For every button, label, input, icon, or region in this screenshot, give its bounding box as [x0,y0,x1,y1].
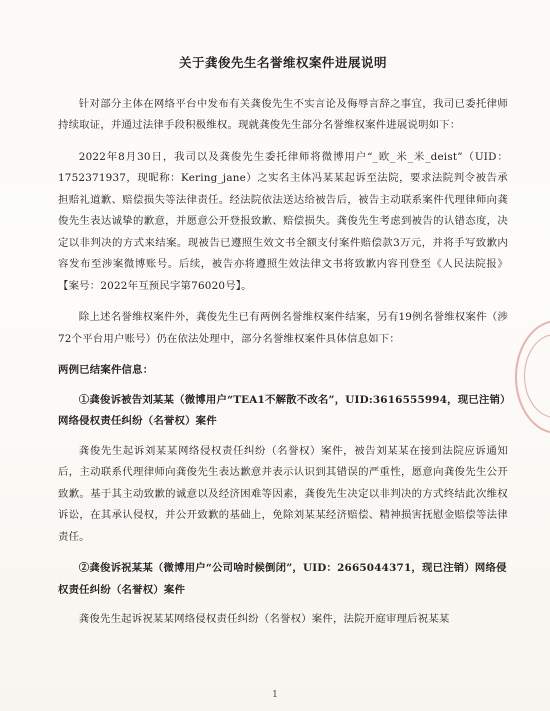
intro-paragraph: 针对部分主体在网络平台中发布有关龚俊先生不实言论及侮辱言辞之事宜，我司已委托律师持续取证，并通过法律手段积极维权。现就龚俊先生部分名誉维权案件进展说明如下： [58,97,508,131]
summary-paragraph: 除上述名誉维权案件外，龚俊先生已有两例名誉维权案件结案，另有19例名誉维权案件（涉72个平台用户账号）仍在依法处理中，部分名誉维权案件具体信息如下： [58,311,508,345]
case2-paragraph: 龚俊先生起诉祝某某网络侵权责任纠纷（名誉权）案件，法院开庭审理后祝某某 [78,613,450,625]
case1-heading: ①龚俊诉被告刘某某（微博用户“TEA1不解散不改名”，UID:3616555994，现已注销）网络侵权责任纠纷（名誉权）案件 [58,393,506,427]
document-title: 关于龚俊先生名誉维权案件进展说明 [178,55,387,70]
document-body [58,52,508,641]
main-case-paragraph: 2022年8月30日，我司以及龚俊先生委托律师将微博用户“_欧_米_米_deist”（UID：1752371937，现昵称：Kering_jane）之实名主体冯某某起诉至法院，要求法院判令被告承担赔礼道歉、赔偿损失等法律责任。经法院依法送达给被告后，被告主动联系案件代理律师向龚俊先生表达诚挚的歉意，并愿意公开登报致歉、赔偿损失。龚俊先生考虑到被告的认错态度，决定以非判决的方式来结案。现被告已遵照生效文书全额支付案件赔偿款3万元，并将手写致歉内容发布至涉案微博账号。后续，被告亦将遵照生效法律文书将致歉内容刊登至《人民法院报》【案号：2022年互预民字第76020号】。 [58,150,508,292]
page-number: 1 [272,690,278,700]
case1-paragraph: 龚俊先生起诉刘某某网络侵权责任纠纷（名誉权）案件，被告刘某某在接到法院应诉通知后，主动联系代理律师向龚俊先生表达歉意并表示认识到其错误的严重性，愿意向龚俊先生公开致歉。基于其主动致歉的诚意以及经济困难等因素，龚俊先生决定以非判决的方式终结此次维权诉讼，在其承认侵权，并公开致歉的基础上，免除刘某某经济赔偿、精神损害抚慰金赔偿等法律责任。 [58,444,508,543]
closed-cases-heading: 两例已结案件信息： [58,364,154,376]
case2-heading: ②龚俊诉祝某某（微博用户“公司啥时候倒闭”，UID：2665044371，现已注销）网络侵权责任纠纷（名誉权）案件 [58,562,507,596]
